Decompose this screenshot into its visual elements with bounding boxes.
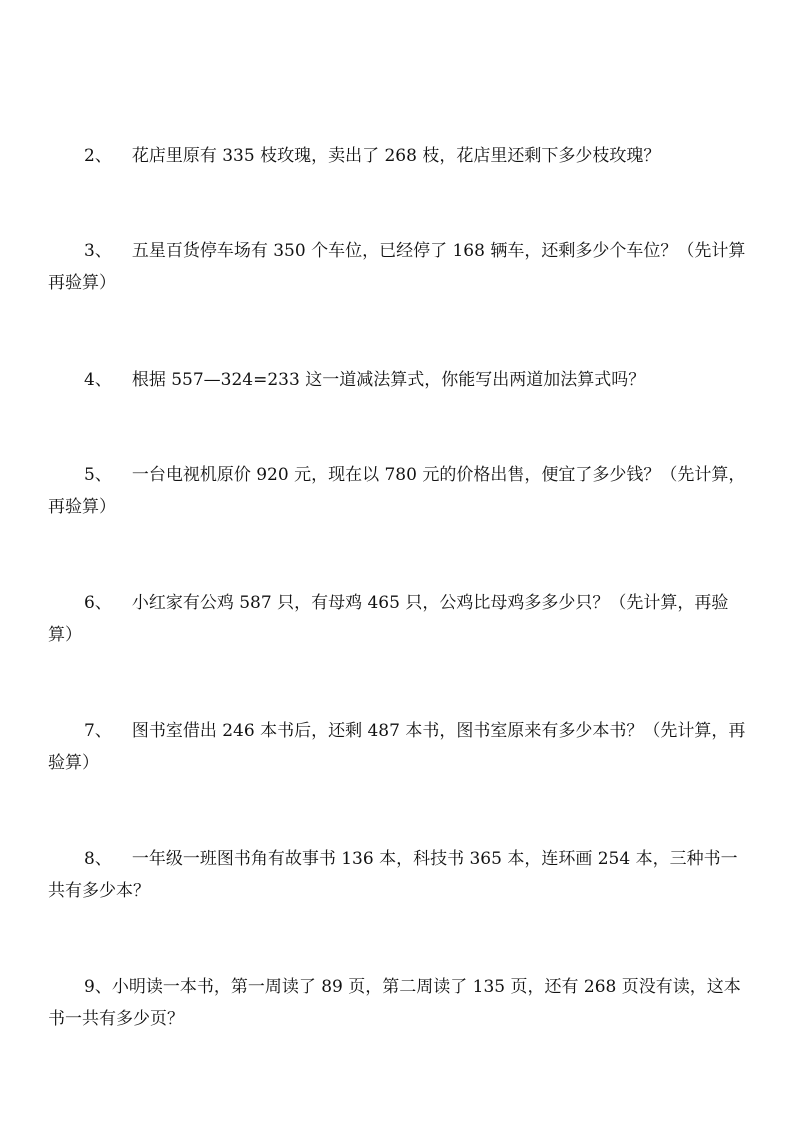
problem-text: 小明读一本书，第一周读了 89 页，第二周读了 135 页，还有 268 页没有读，这本书一共有多少页？ bbox=[48, 977, 741, 1029]
problem-text: 根据 557—324=233 这一道减法算式，你能写出两道加法算式吗？ bbox=[131, 370, 646, 390]
problem-5 bbox=[48, 459, 748, 523]
problem-text: 一年级一班图书角有故事书 136 本，科技书 365 本，连环画 254 本，三种书一共有多少本？ bbox=[48, 849, 738, 901]
problem-text: 五星百货停车场有 350 个车位，已经停了 168 辆车，还剩多少个车位？（先计算再验算） bbox=[48, 241, 746, 293]
problem-text: 图书室借出 246 本书后，还剩 487 本书，图书室原来有多少本书？（先计算，再验算） bbox=[48, 721, 746, 773]
problem-number: 8、 bbox=[84, 849, 112, 869]
problem-text: 花店里原有 335 枝玫瑰，卖出了 268 枝，花店里还剩下多少枝玫瑰？ bbox=[131, 146, 661, 166]
problem-number: 5、 bbox=[84, 465, 112, 485]
problem-number: 6、 bbox=[84, 593, 112, 613]
problem-number: 4、 bbox=[84, 370, 112, 390]
problem-6 bbox=[48, 587, 748, 651]
problem-text: 小红家有公鸡 587 只，有母鸡 465 只，公鸡比母鸡多多少只？（先计算，再验算） bbox=[48, 593, 729, 645]
problem-number: 2、 bbox=[84, 146, 112, 166]
problem-7 bbox=[48, 715, 748, 779]
problem-number: 3、 bbox=[84, 241, 112, 261]
problem-4 bbox=[48, 364, 748, 396]
problem-number: 9、 bbox=[84, 977, 112, 997]
problem-number: 7、 bbox=[84, 721, 112, 741]
problem-text: 一台电视机原价 920 元，现在以 780 元的价格出售，便宜了多少钱？（先计算，再验算） bbox=[48, 465, 746, 517]
problem-3 bbox=[48, 235, 748, 299]
problem-9 bbox=[48, 971, 748, 1035]
problem-8 bbox=[48, 843, 748, 907]
problem-2 bbox=[48, 140, 748, 172]
